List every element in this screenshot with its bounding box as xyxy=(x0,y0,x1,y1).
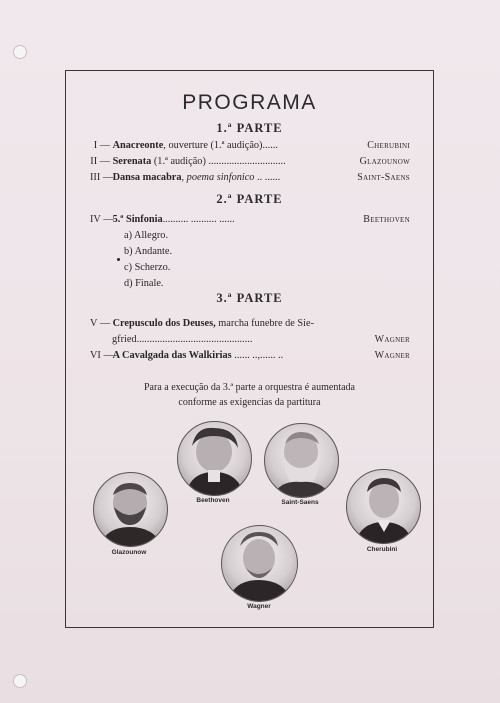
wagner-portrait xyxy=(221,525,298,602)
movement-item: c) Scherzo. xyxy=(124,262,171,273)
beethoven-portrait xyxy=(177,421,252,496)
item-detail: , ouverture (1.ª audição)...... xyxy=(163,140,278,151)
parte-3-heading: 3.ª PARTE xyxy=(216,291,283,305)
item-number: V — xyxy=(90,318,111,329)
glazounow-caption: Glazounow xyxy=(111,549,147,556)
punch-hole-bottom xyxy=(13,674,27,688)
item-composer: Wagner xyxy=(374,334,410,345)
program-item-3 xyxy=(90,170,410,185)
saint-saens-portrait xyxy=(264,423,339,498)
item-detail: ...... ..,...... .. xyxy=(231,350,284,361)
item-detail: .. ...... xyxy=(254,172,281,183)
item-title: Dansa macabra xyxy=(112,172,182,183)
item-composer: Saint-Saens xyxy=(357,172,410,183)
item-title: Serenata xyxy=(112,156,152,167)
item-title: Anacreonte xyxy=(112,140,164,151)
item-composer: Cherubini xyxy=(367,140,410,151)
item-subtitle: , poema sinfonico xyxy=(181,172,255,183)
item-composer: Wagner xyxy=(374,350,410,361)
movement-item: d) Finale. xyxy=(124,278,164,289)
item-number: III — xyxy=(90,172,114,183)
orchestra-note-line-1: Para a execução da 3.ª parte a orquestra é aumentada xyxy=(144,382,355,393)
cherubini-portrait xyxy=(346,469,421,544)
item-number: IV — xyxy=(90,214,114,225)
program-item-1 xyxy=(90,138,410,153)
item-detail: .......... .......... ...... xyxy=(162,214,235,225)
item-composer: Glazounow xyxy=(359,156,410,167)
item-number: I — xyxy=(93,140,110,151)
item-title: 5.ª Sinfonia xyxy=(112,214,163,225)
glazounow-portrait xyxy=(93,472,168,547)
program-frame xyxy=(65,70,434,628)
item-number: II — xyxy=(90,156,110,167)
item-detail: (1.ª audição) .............................. xyxy=(151,156,286,167)
parte-2-heading: 2.ª PARTE xyxy=(216,192,283,206)
program-item-4 xyxy=(90,212,410,227)
beethoven-caption: Beethoven xyxy=(196,497,230,504)
item-title: A Cavalgada das Walkirias xyxy=(112,350,232,361)
wagner-caption: Wagner xyxy=(247,603,271,610)
ink-dot xyxy=(117,258,120,261)
item-detail-continued: gfried............................................. xyxy=(112,334,253,345)
punch-hole-top xyxy=(13,45,27,59)
movement-item: b) Andante. xyxy=(124,246,173,257)
parte-1-heading: 1.ª PARTE xyxy=(216,121,283,135)
item-number: VI — xyxy=(90,350,114,361)
program-item-5 xyxy=(90,316,410,331)
item-detail: marcha funebre de Sie- xyxy=(215,318,315,329)
program-item-2 xyxy=(90,154,410,169)
program-item-6 xyxy=(90,348,410,363)
program-title: PROGRAMA xyxy=(182,91,317,114)
item-composer: Beethoven xyxy=(363,214,410,225)
program-item-5-continued xyxy=(112,332,410,347)
cherubini-caption: Cherubini xyxy=(366,546,398,553)
orchestra-note-line-2: conforme as exigencias da partitura xyxy=(178,397,321,408)
movement-item: a) Allegro. xyxy=(124,230,169,241)
item-title: Crepusculo dos Deuses, xyxy=(112,318,216,329)
saint-saens-caption: Saint-Saens xyxy=(281,499,319,506)
